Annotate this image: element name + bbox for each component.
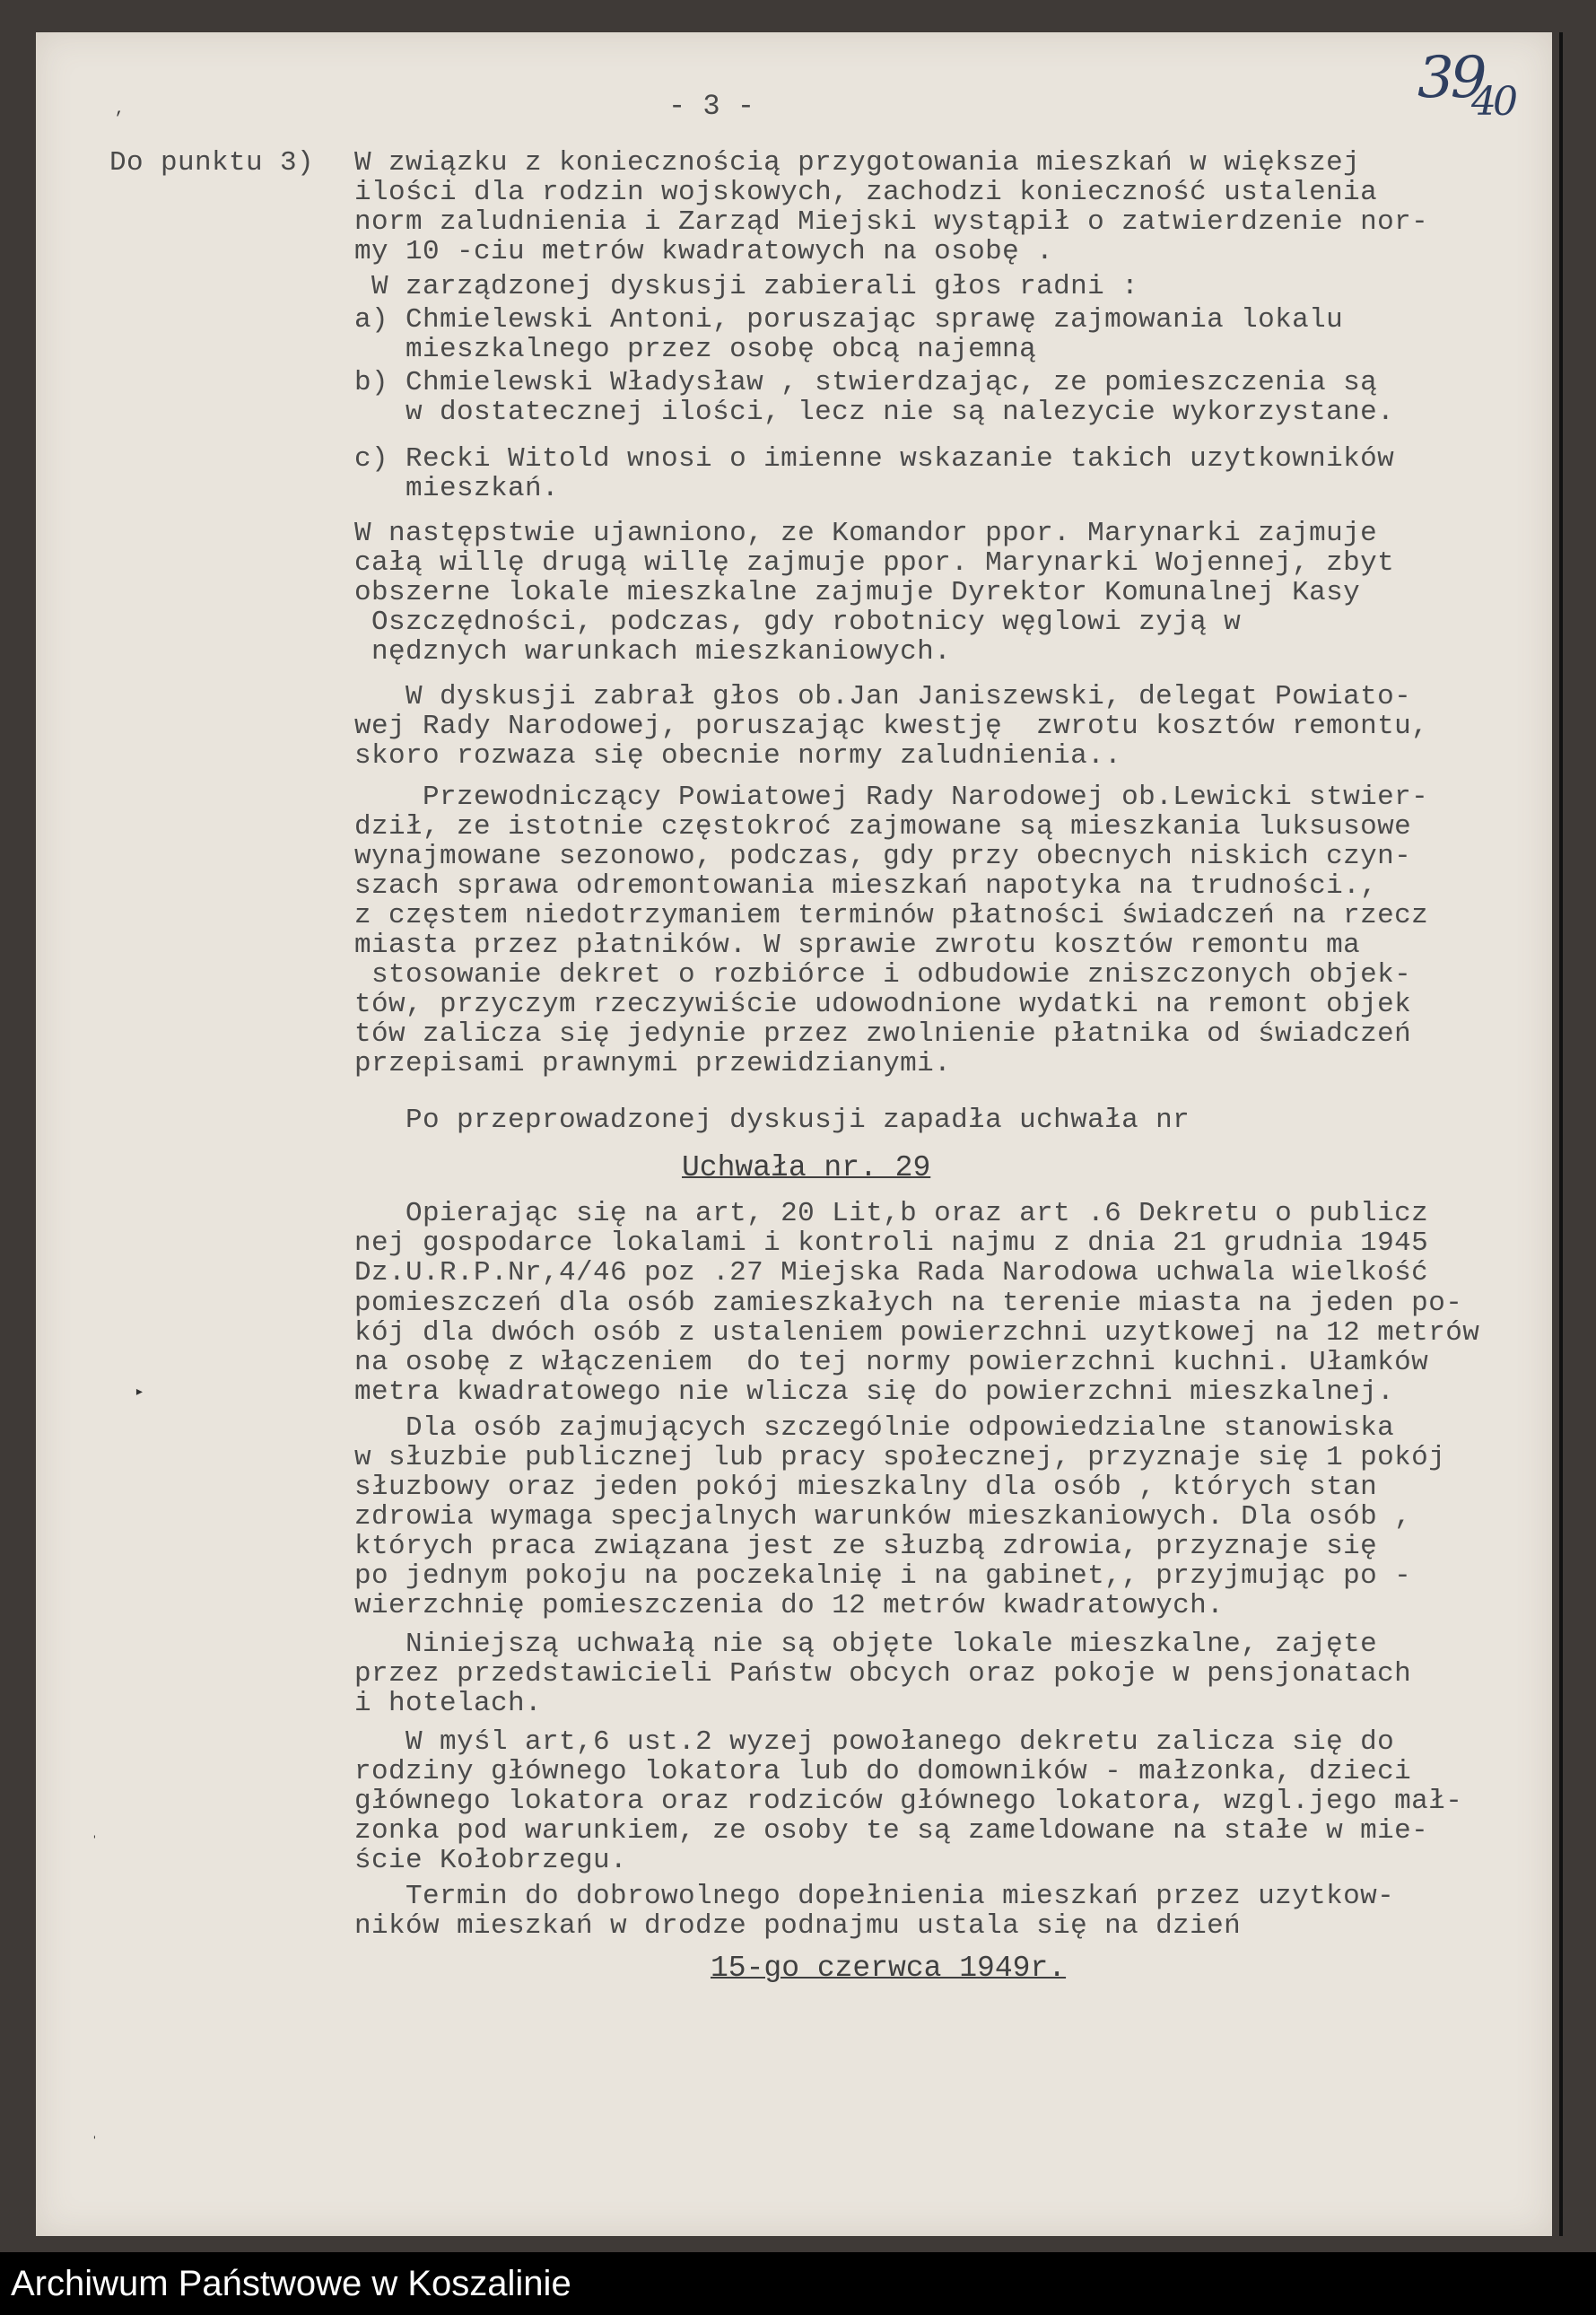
resolution-line: głównego lokatora oraz rodziców głównego lokatora, wzgl.jego mał- (354, 1786, 1463, 1817)
resolution-line: na osobę z włączeniem do tej normy powierzchni kuchni. Ułamków (354, 1347, 1429, 1378)
body-line: b) Chmielewski Władysław , stwierdzając, ze pomieszczenia są (354, 367, 1378, 398)
body-line: Po przeprowadzonej dyskusji zapadła uchwała nr (354, 1105, 1190, 1136)
agenda-item-label: Do punktu 3) (109, 147, 315, 179)
resolution-line: pomieszczeń dla osób zamieszkałych na terenie miasta na jeden po- (354, 1288, 1463, 1319)
body-line: a) Chmielewski Antoni, poruszając sprawę zajmowania lokalu (354, 304, 1344, 336)
resolution-line: przez przedstawicieli Państw obcych oraz pokoje w pensjonatach (354, 1658, 1412, 1690)
resolution-title: Uchwała nr. 29 (682, 1151, 931, 1184)
resolution-line: zonka pod warunkiem, ze osoby te są zameldowane na stałe w mie- (354, 1815, 1429, 1847)
resolution-line: metra kwadratowego nie wlicza się do powierzchni mieszkalnej. (354, 1376, 1395, 1408)
margin-arrow-mark: ▸ (135, 1384, 144, 1402)
body-line: w dostatecznej ilości, lecz nie są nalezycie wykorzystane. (354, 397, 1395, 428)
body-line: mieszkań. (354, 473, 560, 504)
resolution-line: Opierając się na art, 20 Lit,b oraz art .6 Dekretu o publicz (354, 1198, 1429, 1229)
body-line: W zarządzonej dyskusji zabierali głos radni : (354, 271, 1139, 302)
deadline-date: 15-go czerwca 1949r. (711, 1952, 1067, 1985)
resolution-line: Dla osób zajmujących szczególnie odpowiedzialne stanowiska (354, 1412, 1395, 1444)
resolution-line: w słuzbie publicznej lub pracy społecznej, przyznaje się 1 pokój (354, 1442, 1446, 1473)
body-line: nędznych warunkach mieszkaniowych. (354, 636, 952, 668)
body-line: Przewodniczący Powiatowej Rady Narodowej ob.Lewicki stwier- (354, 782, 1429, 813)
resolution-line: W myśl art,6 ust.2 wyzej powołanego dekretu zalicza się do (354, 1726, 1395, 1758)
body-line: my 10 -ciu metrów kwadratowych na osobę . (354, 236, 1054, 267)
body-line: wej Rady Narodowej, poruszając kwestję zwrotu kosztów remontu, (354, 711, 1429, 742)
resolution-line: kój dla dwóch osób z ustaleniem powierzchni uzytkowej na 12 metrów (354, 1317, 1480, 1349)
body-line: W związku z koniecznością przygotowania mieszkań w większej (354, 147, 1361, 179)
handwritten-page-number-alt: 40 (1471, 79, 1514, 125)
body-line: całą willę drugą willę zajmuje ppor. Marynarki Wojennej, zbyt (354, 547, 1395, 579)
body-line: szach sprawa odremontowania mieszkań napotyka na trudności., (354, 870, 1378, 902)
body-line: stosowanie dekret o rozbiórce i odbudowie zniszczonych objek- (354, 959, 1412, 991)
resolution-line: Dz.U.R.P.Nr,4/46 poz .27 Miejska Rada Narodowa uchwala wielkość (354, 1257, 1429, 1289)
resolution-line: po jednym pokoju na poczekalnię i na gabinet,, przyjmując po - (354, 1560, 1412, 1592)
resolution-line: ście Kołobrzegu. (354, 1845, 628, 1876)
body-line: dził, ze istotnie częstokroć zajmowane są mieszkania luksusowe (354, 811, 1412, 843)
resolution-line: wierzchnię pomieszczenia do 12 metrów kwadratowych. (354, 1590, 1225, 1621)
resolution-line: nej gospodarce lokalami i kontroli najmu z dnia 21 grudnia 1945 (354, 1227, 1429, 1259)
body-line: W dyskusji zabrał głos ob.Jan Janiszewski, delegat Powiato- (354, 681, 1412, 712)
margin-mark: ˈ (90, 1835, 100, 1853)
archive-name: Archiwum Państwowe w Koszalinie (11, 2263, 571, 2303)
body-line: miasta przez płatników. W sprawie zwrotu kosztów remontu ma (354, 930, 1361, 961)
margin-mark: , (115, 100, 125, 118)
body-line: Oszczędności, podczas, gdy robotnicy węglowi zyją w (354, 607, 1242, 638)
resolution-line: rodziny głównego lokatora lub do domowników - małzonka, dzieci (354, 1756, 1412, 1787)
resolution-line: Termin do dobrowolnego dopełnienia mieszkań przez uzytkow- (354, 1881, 1395, 1912)
resolution-line: słuzbowy oraz jeden pokój mieszkalny dla osób , których stan (354, 1472, 1378, 1503)
body-line: tów zalicza się jedynie przez zwolnienie płatnika od świadczeń (354, 1018, 1412, 1050)
body-line: mieszkalnego przez osobę obcą najemną (354, 334, 1037, 365)
resolution-line: Niniejszą uchwałą nie są objęte lokale mieszkalne, zajęte (354, 1629, 1378, 1660)
handwritten-page-number: 39 (1417, 45, 1484, 111)
archive-footer (0, 2252, 1596, 2315)
body-line: wynajmowane sezonowo, podczas, gdy przy obecnych niskich czyn- (354, 841, 1412, 872)
body-line: tów, przyczym rzeczywiście udowodnione wydatki na remont objek (354, 989, 1412, 1020)
body-line: W następstwie ujawniono, ze Komandor ppor. Marynarki zajmuje (354, 518, 1378, 549)
body-line: c) Recki Witold wnosi o imienne wskazanie takich uzytkowników (354, 443, 1395, 475)
resolution-line: zdrowia wymaga specjalnych warunków mieszkaniowych. Dla osób , (354, 1501, 1412, 1533)
body-line: norm zaludnienia i Zarząd Miejski wystąpił o zatwierdzenie nor- (354, 206, 1429, 238)
page-edge-line (1559, 32, 1563, 2236)
body-line: z częstem niedotrzymaniem terminów płatności świadczeń na rzecz (354, 900, 1429, 931)
page-number-label: - 3 - (668, 90, 755, 123)
resolution-line: i hotelach. (354, 1688, 543, 1719)
body-line: ilości dla rodzin wojskowych, zachodzi konieczność ustalenia (354, 177, 1378, 208)
resolution-line: ników mieszkań w drodze podnajmu ustala się na dzień (354, 1910, 1242, 1942)
body-line: skoro rozwaza się obecnie normy zaludnienia.. (354, 740, 1122, 772)
resolution-line: których praca związana jest ze słuzbą zdrowia, przyznaje się (354, 1531, 1378, 1562)
body-line: przepisami prawnymi przewidzianymi. (354, 1048, 952, 1079)
margin-mark: ˈ (90, 2136, 100, 2153)
body-line: obszerne lokale mieszkalne zajmuje Dyrektor Komunalnej Kasy (354, 577, 1361, 608)
